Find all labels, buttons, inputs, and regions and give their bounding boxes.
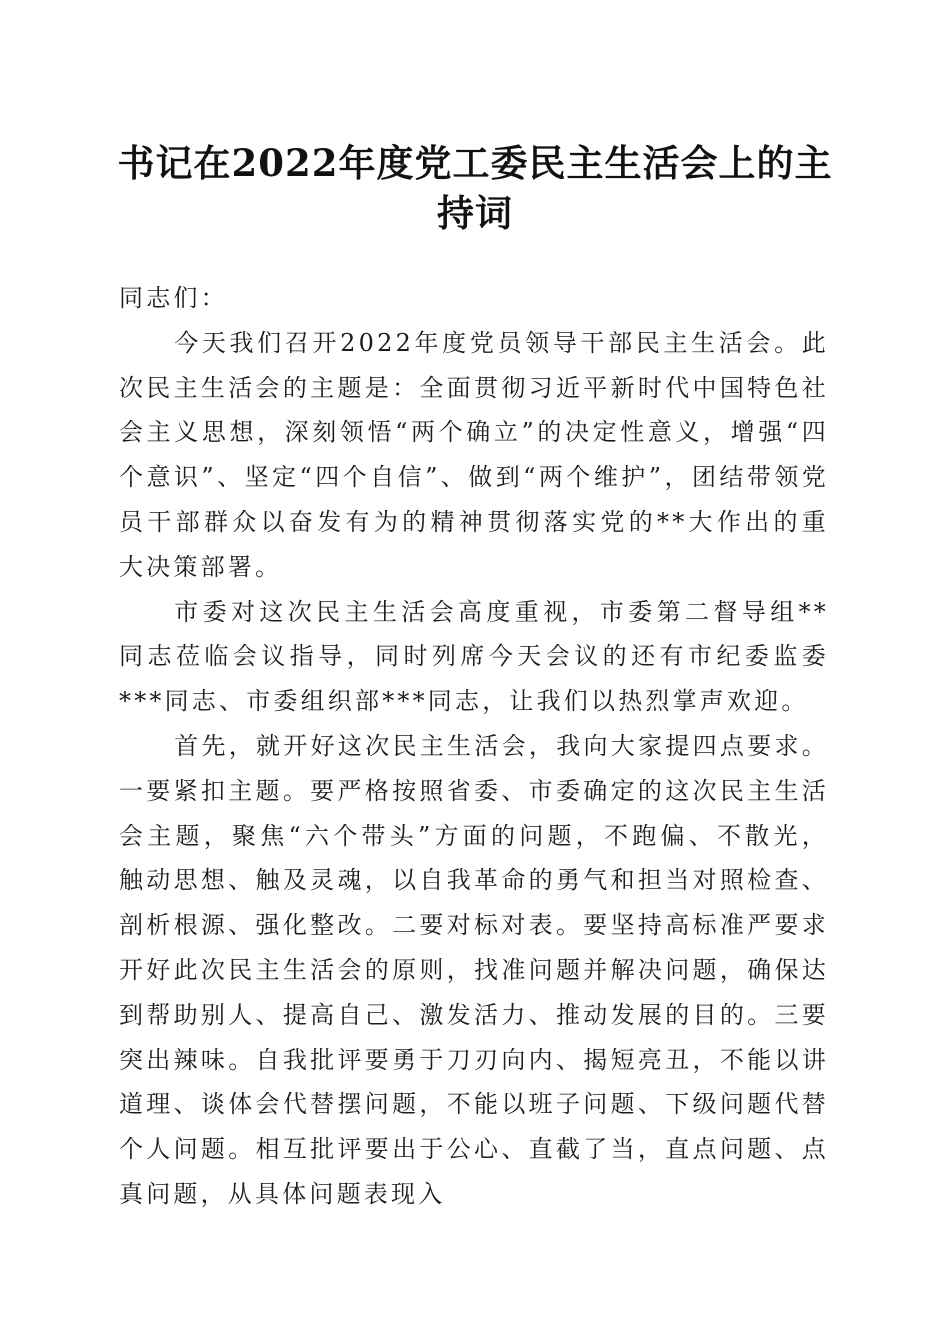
document-title: 书记在2022年度党工委民主生活会上的主持词 [117, 141, 833, 235]
paragraph-requirements: 首先，就开好这次民主生活会，我向大家提四点要求。一要紧扣主题。要严格按照省委、市委确定的这次民主生活会主题，聚焦“六个带头”方面的问题，不跑偏、不散光，触动思想、触及灵魂，以自我革命的勇气和担当对照检查、剖析根源、强化整改。二要对标对表。要坚持高标准严要求开好此次民主生活会的原则，找准问题并解决问题，确保达到帮助别人、提高自己、激发活力、推动发展的目的。三要突出辣味。自我批评要勇于刀刃向内、揭短亮丑，不能以讲道理、谈体会代替摆问题，不能以班子问题、下级问题代替个人问题。相互批评要出于公心、直截了当，直点问题、点真问题，从具体问题表现入 [119, 731, 829, 1208]
salutation: 同志们： [119, 284, 228, 312]
paragraph-attendees: 市委对这次民主生活会高度重视，市委第二督导组**同志莅临会议指导，同时列席今天会议的还有市纪委监委***同志、市委组织部***同志，让我们以热烈掌声欢迎。 [119, 597, 829, 716]
paragraph-opening: 今天我们召开2022年度党员领导干部民主生活会。此次民主生活会的主题是：全面贯彻习近平新时代中国特色社会主义思想，深刻领悟“两个确立”的决定性意义，增强“四个意识”、坚定“四个自信”、做到“两个维护”，团结带领党员干部群众以奋发有为的精神贯彻落实党的**大作出的重大决策部署。 [119, 328, 829, 581]
document-body [119, 276, 829, 1217]
